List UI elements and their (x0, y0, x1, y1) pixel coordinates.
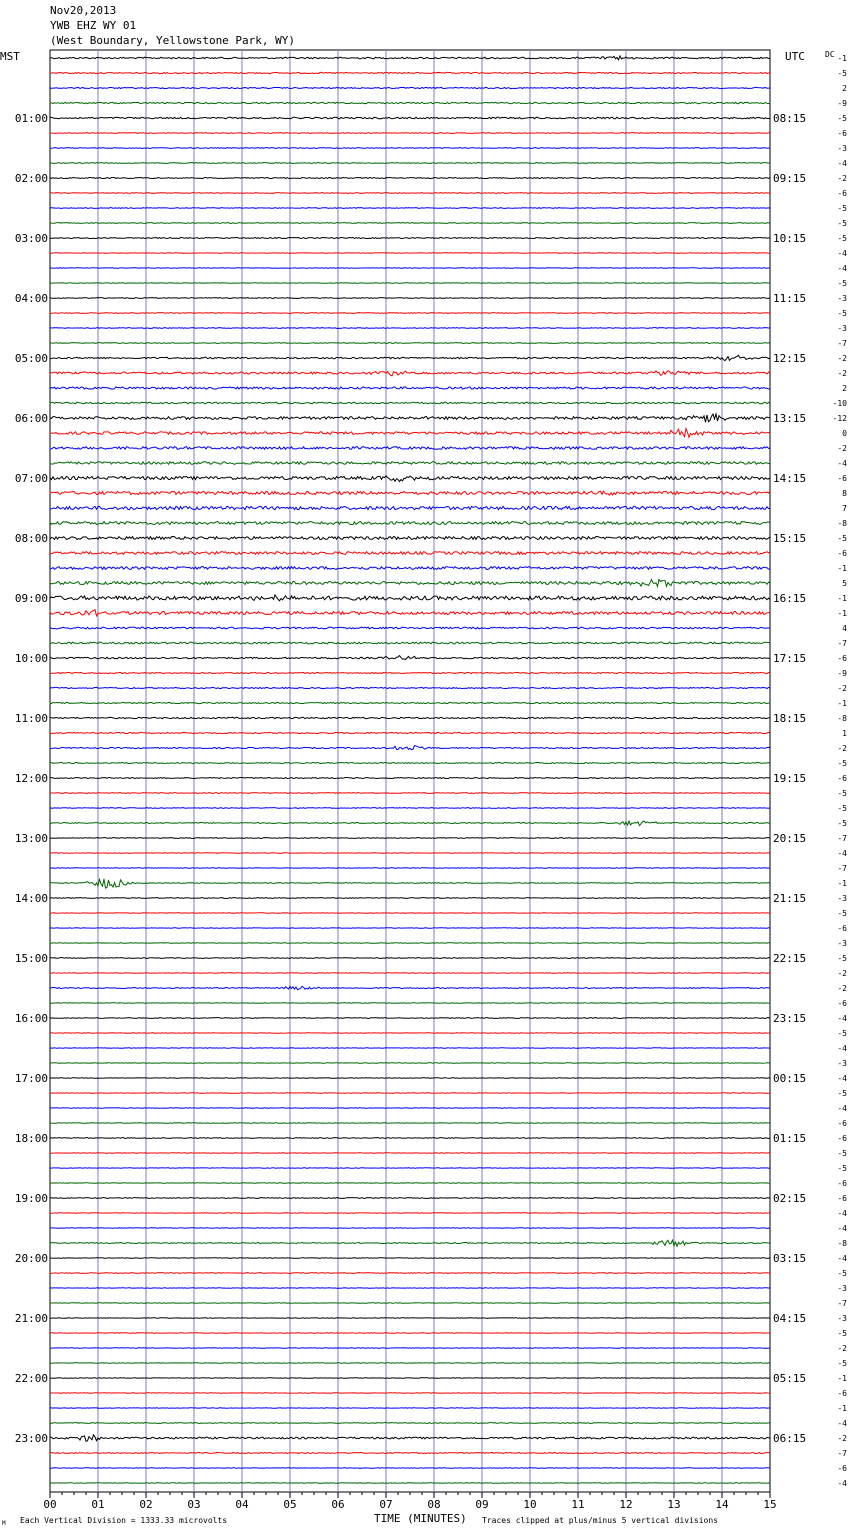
dc-offset-label: 8 (842, 489, 847, 498)
trace-line (50, 1435, 770, 1441)
dc-offset-label: -1 (837, 699, 847, 708)
trace-line (50, 208, 770, 209)
dc-offset-label: -8 (837, 519, 847, 528)
dc-offset-label: -3 (837, 1059, 847, 1068)
utc-hour-label: 04:15 (773, 1312, 807, 1325)
dc-offset-label: -4 (837, 849, 847, 858)
mst-hour-label: 02:00 (14, 172, 48, 185)
x-tick-label: 01 (91, 1498, 105, 1511)
utc-hour-label: 12:15 (773, 352, 807, 365)
trace-line (50, 1363, 770, 1364)
trace-line (50, 610, 770, 616)
dc-offset-label: -5 (837, 759, 847, 768)
dc-offset-label: -2 (837, 369, 847, 378)
dc-offset-label: -1 (837, 1374, 847, 1383)
corner-mark: M (2, 1520, 6, 1527)
dc-offset-label: -3 (837, 1314, 847, 1323)
trace-line (50, 928, 770, 929)
dc-offset-label: -3 (837, 144, 847, 153)
trace-line (50, 943, 770, 944)
dc-offset-label: 7 (842, 504, 847, 513)
trace-line (50, 283, 770, 284)
trace-line (50, 522, 770, 525)
plot-frame (50, 50, 770, 1492)
right-timezone-label: UTC (785, 50, 805, 63)
trace-line (50, 579, 770, 586)
trace-line (50, 1153, 770, 1154)
trace-line (50, 821, 770, 826)
dc-offset-label: -2 (837, 444, 847, 453)
trace-line (50, 355, 770, 360)
trace-line (50, 898, 770, 899)
mst-hour-label: 21:00 (14, 1312, 48, 1325)
dc-offset-label: -2 (837, 1344, 847, 1353)
dc-offset-label: -4 (837, 1209, 847, 1218)
mst-hour-label: 16:00 (14, 1012, 48, 1025)
trace-line (50, 1258, 770, 1259)
trace-line (50, 328, 770, 329)
dc-offset-label: -2 (837, 969, 847, 978)
trace-line (50, 1018, 770, 1019)
x-tick-label: 15 (763, 1498, 777, 1511)
dc-offset-label: -4 (837, 1254, 847, 1263)
dc-offset-label: -5 (837, 1029, 847, 1038)
dc-offset-label: -2 (837, 984, 847, 993)
dc-offset-label: 1 (842, 729, 847, 738)
trace-line (50, 1333, 770, 1334)
dc-offset-label: -4 (837, 1479, 847, 1488)
utc-hour-label: 00:15 (773, 1072, 807, 1085)
x-tick-label: 02 (139, 1498, 153, 1511)
dc-offset-label: -6 (837, 1119, 847, 1128)
trace-line (50, 868, 770, 869)
utc-hour-label: 10:15 (773, 232, 807, 245)
dc-label: DC (825, 50, 835, 59)
dc-offset-label: -5 (837, 819, 847, 828)
trace-line (50, 973, 770, 974)
trace-line (50, 1063, 770, 1064)
x-tick-label: 07 (379, 1498, 393, 1511)
dc-offset-label: -5 (837, 279, 847, 288)
trace-line (50, 371, 770, 376)
dc-offset-label: -5 (837, 534, 847, 543)
x-tick-label: 03 (187, 1498, 201, 1511)
dc-offset-label: -5 (837, 909, 847, 918)
trace-line (50, 387, 770, 389)
mst-hour-label: 08:00 (14, 532, 48, 545)
mst-hour-label: 04:00 (14, 292, 48, 305)
trace-line (50, 672, 770, 673)
trace-line (50, 1453, 770, 1454)
trace-line (50, 838, 770, 839)
trace-line (50, 313, 770, 314)
x-tick-label: 06 (331, 1498, 345, 1511)
utc-hour-label: 06:15 (773, 1432, 807, 1445)
dc-offset-label: -7 (837, 339, 847, 348)
trace-line (50, 808, 770, 809)
trace-line (50, 462, 770, 465)
x-tick-label: 12 (619, 1498, 633, 1511)
x-tick-label: 13 (667, 1498, 681, 1511)
trace-line (50, 102, 770, 103)
trace-line (50, 1288, 770, 1289)
x-axis-title: TIME (MINUTES) (374, 1512, 467, 1525)
x-tick-label: 08 (427, 1498, 441, 1511)
trace-line (50, 1213, 770, 1214)
trace-line (50, 491, 770, 495)
trace-line (50, 1303, 770, 1304)
dc-offset-label: -5 (837, 234, 847, 243)
dc-offset-label: -2 (837, 1434, 847, 1443)
dc-offset-label: -6 (837, 474, 847, 483)
dc-offset-label: -6 (837, 1179, 847, 1188)
mst-hour-label: 10:00 (14, 652, 48, 665)
trace-line (50, 1378, 770, 1379)
dc-offset-label: -5 (837, 1089, 847, 1098)
trace-line (50, 428, 770, 437)
trace-line (50, 223, 770, 224)
trace-line (50, 746, 770, 750)
dc-offset-label: -4 (837, 249, 847, 258)
dc-offset-label: -6 (837, 549, 847, 558)
x-tick-label: 00 (43, 1498, 57, 1511)
mst-hour-label: 06:00 (14, 412, 48, 425)
dc-offset-label: -6 (837, 1464, 847, 1473)
dc-offset-label: -4 (837, 1014, 847, 1023)
x-tick-label: 09 (475, 1498, 489, 1511)
dc-offset-label: -12 (832, 414, 847, 423)
dc-offset-label: -7 (837, 864, 847, 873)
dc-offset-label: -2 (837, 354, 847, 363)
mst-hour-label: 14:00 (14, 892, 48, 905)
trace-line (50, 1423, 770, 1424)
mst-hour-label: 20:00 (14, 1252, 48, 1265)
trace-line (50, 1393, 770, 1394)
dc-offset-label: 2 (842, 84, 847, 93)
mst-hour-label: 22:00 (14, 1372, 48, 1385)
dc-offset-label: -9 (837, 669, 847, 678)
trace-line (50, 506, 770, 509)
dc-offset-label: -5 (837, 1269, 847, 1278)
dc-offset-label: -6 (837, 1134, 847, 1143)
dc-offset-label: 0 (842, 429, 847, 438)
mst-hour-label: 19:00 (14, 1192, 48, 1205)
dc-offset-label: -5 (837, 789, 847, 798)
dc-offset-label: -6 (837, 189, 847, 198)
dc-offset-label: -7 (837, 639, 847, 648)
dc-offset-label: -7 (837, 1449, 847, 1458)
dc-offset-label: -5 (837, 1164, 847, 1173)
utc-hour-label: 01:15 (773, 1132, 807, 1145)
utc-hour-label: 11:15 (773, 292, 807, 305)
dc-offset-label: -1 (837, 609, 847, 618)
trace-line (50, 1033, 770, 1034)
trace-line (50, 402, 770, 404)
dc-offset-label: -6 (837, 129, 847, 138)
trace-line (50, 253, 770, 254)
trace-line (50, 1078, 770, 1079)
dc-offset-label: -5 (837, 1359, 847, 1368)
trace-line (50, 1108, 770, 1109)
trace-line (50, 627, 770, 629)
dc-offset-label: -3 (837, 294, 847, 303)
station-code: YWB EHZ WY 01 (50, 19, 137, 32)
dc-offset-label: -1 (837, 594, 847, 603)
dc-offset-label: -1 (837, 1404, 847, 1413)
dc-offset-label: -4 (837, 264, 847, 273)
trace-line (50, 1198, 770, 1199)
dc-offset-label: -5 (837, 954, 847, 963)
mst-hour-label: 09:00 (14, 592, 48, 605)
dc-offset-label: -6 (837, 654, 847, 663)
dc-offset-label: -4 (837, 459, 847, 468)
trace-line (50, 1348, 770, 1349)
dc-offset-label: -2 (837, 174, 847, 183)
dc-offset-label: 4 (842, 624, 847, 633)
dc-offset-label: -3 (837, 324, 847, 333)
trace-line (50, 913, 770, 914)
dc-offset-label: -4 (837, 159, 847, 168)
trace-line (50, 1273, 770, 1274)
trace-line (50, 447, 770, 450)
mst-hour-label: 07:00 (14, 472, 48, 485)
dc-offset-label: -4 (837, 1419, 847, 1428)
trace-line (50, 1183, 770, 1184)
dc-offset-label: -7 (837, 834, 847, 843)
utc-hour-label: 09:15 (773, 172, 807, 185)
trace-line (50, 343, 770, 344)
dc-offset-label: -8 (837, 714, 847, 723)
utc-hour-label: 19:15 (773, 772, 807, 785)
vertical-division-note: Each Vertical Division = 1333.33 microvolts (20, 1516, 228, 1525)
trace-line (50, 552, 770, 555)
trace-line (50, 414, 770, 422)
dc-offset-label: -3 (837, 894, 847, 903)
mst-hour-label: 13:00 (14, 832, 48, 845)
trace-line (50, 117, 770, 119)
dc-offset-label: -6 (837, 999, 847, 1008)
trace-line (50, 1468, 770, 1469)
dc-offset-label: -5 (837, 204, 847, 213)
utc-hour-label: 05:15 (773, 1372, 807, 1385)
utc-hour-label: 13:15 (773, 412, 807, 425)
trace-line (50, 1138, 770, 1139)
dc-offset-label: -5 (837, 69, 847, 78)
utc-hour-label: 22:15 (773, 952, 807, 965)
x-tick-label: 04 (235, 1498, 249, 1511)
trace-line (50, 1318, 770, 1319)
trace-line (50, 1123, 770, 1124)
utc-hour-label: 23:15 (773, 1012, 807, 1025)
dc-offset-label: 5 (842, 579, 847, 588)
dc-offset-label: -4 (837, 1104, 847, 1113)
trace-line (50, 148, 770, 149)
trace-line (50, 702, 770, 703)
left-timezone-label: MST (0, 50, 20, 63)
utc-hour-label: 20:15 (773, 832, 807, 845)
utc-hour-label: 17:15 (773, 652, 807, 665)
trace-line (50, 656, 770, 660)
clipping-note: Traces clipped at plus/minus 5 vertical divisions (482, 1516, 719, 1525)
utc-hour-label: 02:15 (773, 1192, 807, 1205)
dc-offset-label: -5 (837, 309, 847, 318)
dc-offset-label: -6 (837, 774, 847, 783)
dc-offset-label: -5 (837, 804, 847, 813)
trace-line (50, 238, 770, 239)
dc-offset-label: -5 (837, 1329, 847, 1338)
trace-line (50, 732, 770, 733)
trace-line (50, 778, 770, 779)
mst-hour-label: 11:00 (14, 712, 48, 725)
dc-offset-label: -1 (837, 564, 847, 573)
x-tick-label: 14 (715, 1498, 729, 1511)
mst-hour-label: 01:00 (14, 112, 48, 125)
utc-hour-label: 15:15 (773, 532, 807, 545)
x-tick-label: 11 (571, 1498, 585, 1511)
trace-line (50, 986, 770, 989)
utc-hour-label: 18:15 (773, 712, 807, 725)
mst-hour-label: 12:00 (14, 772, 48, 785)
trace-line (50, 133, 770, 134)
trace-line (50, 163, 770, 164)
dc-offset-label: -1 (837, 879, 847, 888)
mst-hour-label: 05:00 (14, 352, 48, 365)
mst-hour-label: 15:00 (14, 952, 48, 965)
station-location: (West Boundary, Yellowstone Park, WY) (50, 34, 296, 47)
dc-offset-label: -3 (837, 939, 847, 948)
dc-offset-label: -7 (837, 1299, 847, 1308)
dc-offset-label: -6 (837, 924, 847, 933)
utc-hour-label: 14:15 (773, 472, 807, 485)
trace-line (50, 1168, 770, 1169)
dc-offset-label: -5 (837, 219, 847, 228)
trace-line (50, 879, 770, 888)
trace-line (50, 853, 770, 854)
trace-line (50, 476, 770, 482)
dc-offset-label: -5 (837, 1149, 847, 1158)
plot-date: Nov20,2013 (50, 4, 117, 17)
x-tick-label: 05 (283, 1498, 297, 1511)
dc-offset-label: 2 (842, 384, 847, 393)
trace-line (50, 72, 770, 73)
trace-line (50, 1048, 770, 1049)
utc-hour-label: 08:15 (773, 112, 807, 125)
dc-offset-label: -9 (837, 99, 847, 108)
trace-line (50, 1093, 770, 1094)
mst-hour-label: 17:00 (14, 1072, 48, 1085)
trace-line (50, 958, 770, 959)
trace-line (50, 687, 770, 688)
dc-offset-label: -4 (837, 1044, 847, 1053)
dc-offset-label: -6 (837, 1389, 847, 1398)
dc-offset-label: -4 (837, 1074, 847, 1083)
dc-offset-label: -6 (837, 1194, 847, 1203)
mst-hour-label: 03:00 (14, 232, 48, 245)
dc-offset-label: -4 (837, 1224, 847, 1233)
trace-line (50, 1240, 770, 1246)
utc-hour-label: 16:15 (773, 592, 807, 605)
dc-offset-label: -2 (837, 684, 847, 693)
trace-line (50, 298, 770, 299)
dc-offset-label: -5 (837, 114, 847, 123)
dc-offset-label: -10 (832, 399, 847, 408)
utc-hour-label: 21:15 (773, 892, 807, 905)
mst-hour-label: 23:00 (14, 1432, 48, 1445)
trace-line (50, 178, 770, 179)
dc-offset-label: -3 (837, 1284, 847, 1293)
trace-line (50, 793, 770, 794)
trace-line (50, 193, 770, 194)
trace-line (50, 1408, 770, 1409)
trace-line (50, 268, 770, 269)
trace-line (50, 1483, 770, 1484)
x-tick-label: 10 (523, 1498, 537, 1511)
trace-line (50, 567, 770, 570)
dc-offset-label: -1 (837, 54, 847, 63)
trace-line (50, 642, 770, 644)
trace-line (50, 537, 770, 540)
utc-hour-label: 03:15 (773, 1252, 807, 1265)
trace-line (50, 87, 770, 88)
dc-offset-label: -2 (837, 744, 847, 753)
trace-line (50, 1228, 770, 1229)
trace-line (50, 717, 770, 718)
dc-offset-label: -8 (837, 1239, 847, 1248)
mst-hour-label: 18:00 (14, 1132, 48, 1145)
trace-line (50, 763, 770, 764)
trace-line (50, 56, 770, 60)
trace-line (50, 1003, 770, 1004)
trace-line (50, 595, 770, 601)
